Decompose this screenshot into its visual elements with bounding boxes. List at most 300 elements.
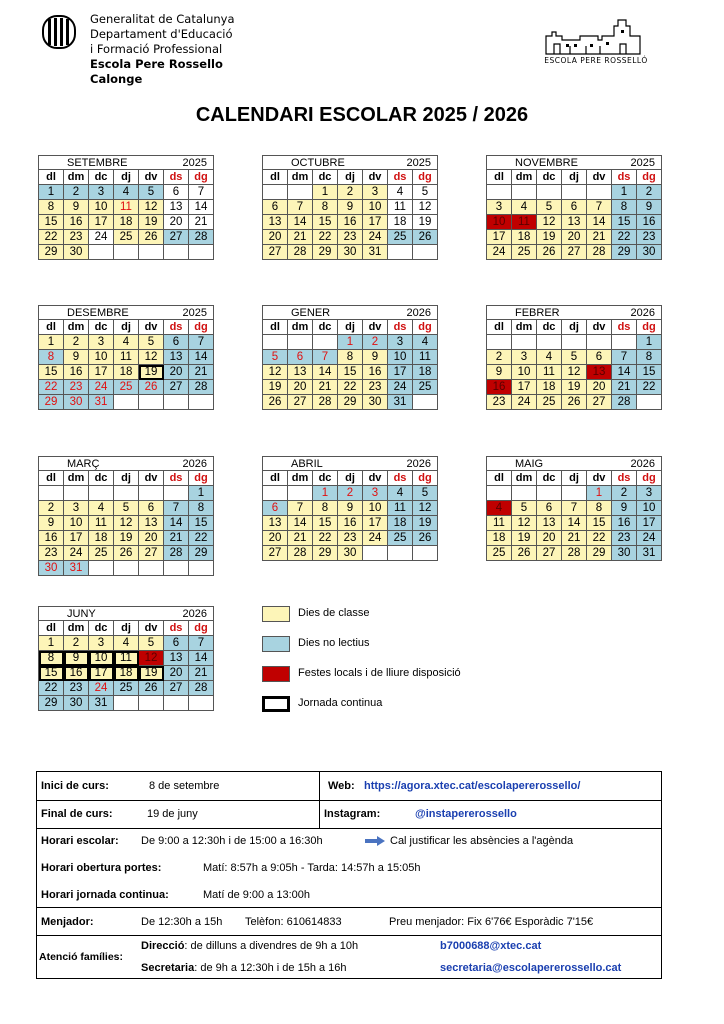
weekday-header: dj (562, 471, 587, 486)
legend-item (262, 636, 582, 652)
day-cell: 24 (363, 531, 388, 546)
day-cell: 22 (39, 681, 64, 696)
month-table (486, 470, 662, 561)
month-8 (486, 456, 662, 561)
day-cell: 22 (637, 380, 662, 395)
day-cell: 25 (487, 546, 512, 561)
week-row (487, 380, 662, 395)
weekday-header: dm (64, 170, 89, 185)
day-cell: 11 (487, 516, 512, 531)
day-cell: 5 (139, 185, 164, 200)
day-cell: 12 (537, 215, 562, 230)
day-cell: 6 (139, 501, 164, 516)
day-cell: 16 (39, 531, 64, 546)
portes-value: Matí: 8:57h a 9:05h - Tarda: 14:57h a 15:05h (203, 862, 421, 874)
arrow-right-icon (365, 836, 385, 846)
menjador-preu: Preu menjador: Fix 6'76€ Esporàdic 7'15€ (389, 916, 594, 928)
empty-day-cell (139, 561, 164, 576)
day-cell: 1 (637, 335, 662, 350)
empty-day-cell (114, 395, 139, 410)
weekday-header: dm (288, 471, 313, 486)
week-row (263, 546, 438, 561)
day-cell: 7 (288, 200, 313, 215)
day-cell: 16 (612, 516, 637, 531)
empty-day-cell (189, 696, 214, 711)
day-cell: 28 (189, 380, 214, 395)
week-row (487, 230, 662, 245)
week-row (39, 365, 214, 380)
weekday-header: dv (587, 471, 612, 486)
day-cell: 26 (413, 230, 438, 245)
month-name: NOVEMBRE (515, 157, 578, 169)
day-cell: 28 (164, 546, 189, 561)
day-cell: 18 (413, 365, 438, 380)
month-header (486, 305, 662, 319)
day-cell: 7 (612, 350, 637, 365)
day-cell: 19 (413, 215, 438, 230)
day-cell: 24 (89, 380, 114, 395)
month-name: ABRIL (291, 458, 323, 470)
day-cell: 4 (487, 501, 512, 516)
day-cell: 15 (313, 215, 338, 230)
month-year: 2026 (406, 307, 431, 319)
day-cell: 20 (164, 666, 189, 681)
menjador-value: De 12:30h a 15h (141, 916, 223, 928)
final-label: Final de curs: (41, 808, 113, 820)
day-cell: 17 (363, 516, 388, 531)
month-name: MAIG (515, 458, 544, 470)
day-cell: 14 (612, 365, 637, 380)
weekday-header: dg (189, 320, 214, 335)
web-link[interactable]: https://agora.xtec.cat/escolapererossello/ (364, 780, 581, 792)
month-2 (486, 155, 662, 260)
day-cell: 2 (39, 501, 64, 516)
day-cell: 23 (637, 230, 662, 245)
week-row (39, 200, 214, 215)
month-year: 2026 (630, 458, 655, 470)
week-row (487, 501, 662, 516)
week-row (39, 185, 214, 200)
month-header (486, 456, 662, 470)
week-row (263, 380, 438, 395)
day-cell: 12 (562, 365, 587, 380)
day-cell: 26 (139, 230, 164, 245)
day-cell: 15 (587, 516, 612, 531)
day-cell: 11 (388, 200, 413, 215)
day-cell: 20 (164, 365, 189, 380)
weekday-header: dj (114, 621, 139, 636)
day-cell: 1 (39, 335, 64, 350)
month-name: DESEMBRE (67, 307, 129, 319)
instagram-link[interactable]: @instapererossello (415, 808, 517, 820)
day-cell: 29 (39, 395, 64, 410)
day-cell: 31 (64, 561, 89, 576)
week-row (487, 531, 662, 546)
day-cell: 6 (263, 200, 288, 215)
school-town: Calonge (90, 72, 143, 86)
day-cell: 12 (139, 350, 164, 365)
day-cell: 26 (114, 546, 139, 561)
week-row (263, 245, 438, 260)
weekday-header: dg (413, 320, 438, 335)
weekday-header: dm (288, 320, 313, 335)
day-cell: 17 (512, 380, 537, 395)
legend-label: Dies de classe (298, 607, 370, 619)
month-name: JUNY (67, 608, 96, 620)
day-cell: 24 (637, 531, 662, 546)
day-cell: 23 (338, 531, 363, 546)
inici-label: Inici de curs: (41, 780, 109, 792)
empty-day-cell (637, 395, 662, 410)
day-cell: 21 (288, 531, 313, 546)
day-cell: 7 (189, 185, 214, 200)
day-cell: 23 (487, 395, 512, 410)
day-cell: 27 (288, 395, 313, 410)
day-cell: 19 (512, 531, 537, 546)
day-cell: 15 (637, 365, 662, 380)
day-cell: 22 (338, 380, 363, 395)
day-cell: 18 (388, 215, 413, 230)
month-table (38, 169, 214, 260)
day-cell: 19 (139, 215, 164, 230)
day-cell: 14 (189, 200, 214, 215)
day-cell: 17 (89, 365, 114, 380)
week-row (487, 200, 662, 215)
day-cell: 19 (139, 365, 164, 380)
week-row (487, 365, 662, 380)
legend-label: Dies no lectius (298, 637, 370, 649)
day-cell: 5 (139, 636, 164, 651)
day-cell: 17 (89, 215, 114, 230)
day-cell: 20 (263, 230, 288, 245)
day-cell: 31 (637, 546, 662, 561)
empty-day-cell (487, 185, 512, 200)
empty-day-cell (114, 696, 139, 711)
day-cell: 10 (487, 215, 512, 230)
day-cell: 15 (39, 666, 64, 681)
horari-note: Cal justificar les absències a l'agènda (390, 835, 574, 847)
org-line-3: i Formació Professional (90, 42, 223, 56)
day-cell: 23 (612, 531, 637, 546)
week-row (39, 681, 214, 696)
day-cell: 16 (64, 365, 89, 380)
empty-day-cell (487, 335, 512, 350)
week-row (39, 230, 214, 245)
day-cell: 13 (164, 651, 189, 666)
weekday-header: dc (313, 471, 338, 486)
empty-day-cell (164, 395, 189, 410)
day-cell: 4 (388, 486, 413, 501)
month-year: 2025 (182, 157, 207, 169)
weekday-header: dl (39, 471, 64, 486)
day-cell: 29 (612, 245, 637, 260)
month-name: OCTUBRE (291, 157, 345, 169)
day-cell: 27 (587, 395, 612, 410)
day-cell: 8 (313, 501, 338, 516)
day-cell: 30 (64, 696, 89, 711)
day-cell: 30 (338, 245, 363, 260)
weekday-header: dg (189, 170, 214, 185)
month-table (38, 620, 214, 711)
day-cell: 12 (114, 516, 139, 531)
empty-day-cell (288, 335, 313, 350)
day-cell: 4 (89, 501, 114, 516)
week-row (39, 350, 214, 365)
month-header (262, 305, 438, 319)
week-row (487, 395, 662, 410)
week-row (263, 230, 438, 245)
empty-day-cell (537, 335, 562, 350)
month-header (38, 606, 214, 620)
day-cell: 1 (313, 486, 338, 501)
day-cell: 30 (637, 245, 662, 260)
day-cell: 28 (288, 546, 313, 561)
day-cell: 6 (164, 185, 189, 200)
day-cell: 13 (562, 215, 587, 230)
weekday-header: ds (164, 621, 189, 636)
empty-day-cell (114, 245, 139, 260)
legend-swatch (262, 666, 290, 682)
empty-day-cell (587, 185, 612, 200)
day-cell: 10 (89, 651, 114, 666)
empty-day-cell (562, 185, 587, 200)
empty-day-cell (164, 561, 189, 576)
day-cell: 13 (263, 516, 288, 531)
weekday-header: dj (562, 170, 587, 185)
day-cell: 11 (114, 350, 139, 365)
secretaria-email-link[interactable]: secretaria@escolapererossello.cat (440, 962, 622, 974)
weekday-header: dc (313, 170, 338, 185)
week-row (39, 501, 214, 516)
day-cell: 14 (164, 516, 189, 531)
month-year: 2026 (406, 458, 431, 470)
empty-day-cell (388, 245, 413, 260)
empty-day-cell (139, 395, 164, 410)
day-cell: 14 (587, 215, 612, 230)
day-cell: 15 (338, 365, 363, 380)
month-header (38, 456, 214, 470)
day-cell: 11 (388, 501, 413, 516)
weekday-header: ds (388, 170, 413, 185)
day-cell: 1 (39, 636, 64, 651)
weekday-header: dv (363, 170, 388, 185)
month-table (486, 319, 662, 410)
weekday-header: dm (512, 320, 537, 335)
day-cell: 15 (313, 516, 338, 531)
week-row (39, 561, 214, 576)
week-row (263, 200, 438, 215)
day-cell: 22 (313, 531, 338, 546)
weekday-header: dg (189, 621, 214, 636)
empty-day-cell (164, 696, 189, 711)
day-cell: 26 (139, 380, 164, 395)
weekday-header: dg (413, 471, 438, 486)
day-cell: 9 (612, 501, 637, 516)
day-cell: 3 (89, 636, 114, 651)
day-cell: 8 (189, 501, 214, 516)
day-cell: 4 (114, 185, 139, 200)
inici-value: 8 de setembre (149, 780, 220, 792)
day-cell: 27 (562, 245, 587, 260)
day-cell: 4 (114, 335, 139, 350)
day-cell: 29 (313, 245, 338, 260)
week-row (487, 245, 662, 260)
day-cell: 7 (562, 501, 587, 516)
day-cell: 7 (313, 350, 338, 365)
day-cell: 26 (537, 245, 562, 260)
month-year: 2025 (630, 157, 655, 169)
day-cell: 16 (487, 380, 512, 395)
weekday-header: ds (388, 320, 413, 335)
day-cell: 21 (612, 380, 637, 395)
weekday-header: dj (338, 471, 363, 486)
weekday-header: dv (363, 471, 388, 486)
day-cell: 22 (612, 230, 637, 245)
day-cell: 2 (487, 350, 512, 365)
day-cell: 27 (263, 245, 288, 260)
weekday-header: dg (189, 471, 214, 486)
day-cell: 25 (537, 395, 562, 410)
empty-day-cell (263, 185, 288, 200)
week-row (39, 546, 214, 561)
weekday-header: ds (612, 170, 637, 185)
day-cell: 9 (64, 651, 89, 666)
month-7 (262, 456, 438, 561)
weekday-header: dm (512, 471, 537, 486)
day-cell: 23 (338, 230, 363, 245)
day-cell: 16 (64, 215, 89, 230)
day-cell: 21 (313, 380, 338, 395)
day-cell: 20 (562, 230, 587, 245)
empty-day-cell (388, 546, 413, 561)
day-cell: 15 (189, 516, 214, 531)
day-cell: 11 (114, 200, 139, 215)
day-cell: 11 (512, 215, 537, 230)
month-4 (262, 305, 438, 410)
empty-day-cell (89, 486, 114, 501)
empty-day-cell (587, 335, 612, 350)
horari-label: Horari escolar: (41, 835, 119, 847)
web-label: Web: (328, 780, 355, 792)
day-cell: 14 (189, 350, 214, 365)
day-cell: 6 (562, 200, 587, 215)
day-cell: 29 (587, 546, 612, 561)
month-year: 2025 (406, 157, 431, 169)
week-row (487, 215, 662, 230)
empty-day-cell (139, 486, 164, 501)
day-cell: 10 (363, 501, 388, 516)
day-cell: 10 (363, 200, 388, 215)
day-cell: 26 (263, 395, 288, 410)
day-cell: 24 (388, 380, 413, 395)
atencio-label: Atenció famílies: (39, 951, 124, 963)
week-row (263, 395, 438, 410)
legend-swatch (262, 606, 290, 622)
week-row (39, 666, 214, 681)
continua-value: Matí de 9:00 a 13:00h (203, 889, 311, 901)
day-cell: 14 (313, 365, 338, 380)
day-cell: 17 (637, 516, 662, 531)
day-cell: 15 (39, 365, 64, 380)
weekday-header: dm (64, 621, 89, 636)
day-cell: 21 (587, 230, 612, 245)
weekday-header: dl (39, 320, 64, 335)
weekday-header: dv (587, 170, 612, 185)
weekday-header: dj (114, 320, 139, 335)
day-cell: 9 (637, 200, 662, 215)
empty-day-cell (263, 486, 288, 501)
week-row (39, 696, 214, 711)
day-cell: 27 (164, 380, 189, 395)
day-cell: 2 (612, 486, 637, 501)
day-cell: 5 (512, 501, 537, 516)
weekday-header: dl (487, 471, 512, 486)
month-year: 2026 (182, 458, 207, 470)
direccio-email-link[interactable]: b7000688@xtec.cat (440, 940, 542, 952)
month-0 (38, 155, 214, 260)
day-cell: 2 (637, 185, 662, 200)
weekday-header: dm (64, 471, 89, 486)
day-cell: 28 (189, 681, 214, 696)
header-text (90, 12, 235, 87)
weekday-header: dv (139, 621, 164, 636)
month-name: MARÇ (67, 458, 100, 470)
day-cell: 13 (537, 516, 562, 531)
day-cell: 11 (89, 516, 114, 531)
weekday-header: dc (89, 170, 114, 185)
day-cell: 27 (537, 546, 562, 561)
day-cell: 12 (512, 516, 537, 531)
day-cell: 20 (587, 380, 612, 395)
weekday-header: ds (164, 170, 189, 185)
weekday-header: dv (363, 320, 388, 335)
day-cell: 13 (587, 365, 612, 380)
legend-label: Jornada continua (298, 697, 383, 709)
empty-day-cell (288, 185, 313, 200)
direccio-value: : de dilluns a divendres de 9h a 10h (184, 940, 359, 952)
day-cell: 5 (114, 501, 139, 516)
day-cell: 5 (413, 486, 438, 501)
week-row (39, 531, 214, 546)
day-cell: 20 (139, 531, 164, 546)
month-5 (486, 305, 662, 410)
day-cell: 27 (164, 681, 189, 696)
day-cell: 31 (89, 696, 114, 711)
weekday-header: dj (114, 170, 139, 185)
day-cell: 28 (288, 245, 313, 260)
month-table (38, 470, 214, 576)
day-cell: 30 (39, 561, 64, 576)
day-cell: 30 (338, 546, 363, 561)
day-cell: 27 (263, 546, 288, 561)
day-cell: 3 (637, 486, 662, 501)
day-cell: 17 (487, 230, 512, 245)
day-cell: 18 (388, 516, 413, 531)
day-cell: 12 (413, 501, 438, 516)
weekday-header: dj (338, 320, 363, 335)
day-cell: 6 (164, 335, 189, 350)
day-cell: 29 (313, 546, 338, 561)
day-cell: 17 (363, 215, 388, 230)
day-cell: 19 (562, 380, 587, 395)
day-cell: 21 (164, 531, 189, 546)
day-cell: 27 (164, 230, 189, 245)
month-year: 2026 (630, 307, 655, 319)
day-cell: 9 (64, 350, 89, 365)
day-cell: 8 (39, 350, 64, 365)
day-cell: 31 (363, 245, 388, 260)
day-cell: 2 (64, 335, 89, 350)
